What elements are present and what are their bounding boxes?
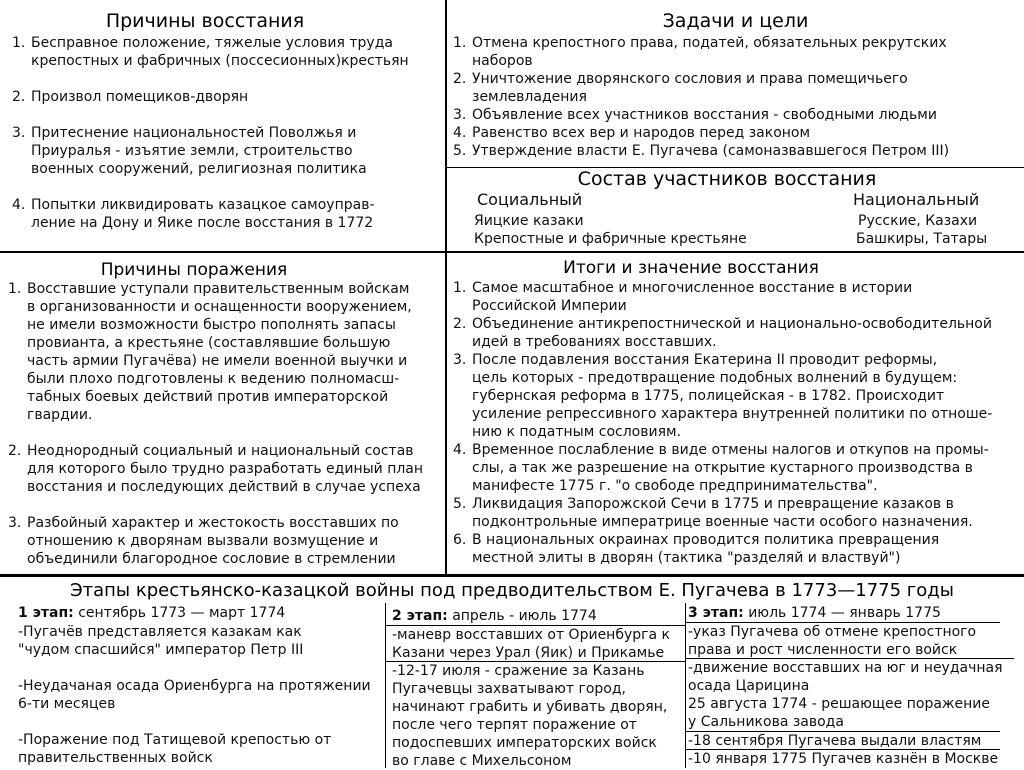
social-item: Крепостные и фабричные крестьяне — [474, 231, 747, 247]
cause-item — [12, 34, 442, 70]
cause-item — [12, 196, 442, 232]
stages-title: Этапы крестьянско-казацкой войны под предводительством Е. Пугачева в 1773—1775 годы — [70, 580, 954, 601]
result-item — [453, 351, 1021, 441]
goal-item — [453, 124, 1021, 142]
stage-3-event: -указ Пугачева об отмене крепостного права и рост численности его войск — [688, 624, 977, 658]
result-text: Объединение антикрепостнической и национально-освободительной идей в требованиях восставших. — [472, 316, 992, 350]
stage-3-label: 3 этап: — [688, 605, 744, 621]
goal-item — [453, 142, 1021, 160]
divider-stages-top — [0, 574, 1024, 577]
stage-3-dates: июль 1774 — январь 1775 — [743, 605, 941, 621]
result-item — [453, 441, 1021, 495]
cause-item — [12, 88, 442, 106]
stage-3-event: -движение восставших на юг и неудачная осада Царицина 25 августа 1774 - решающее поражение у Сальникова завода — [688, 660, 1003, 730]
cause-text: Произвол помещиков-дворян — [31, 89, 249, 105]
stage-1-event: -Пугачёв представляется казакам как "чудом спасшийся" император Петр III — [18, 624, 304, 658]
goal-text: Уничтожение дворянского сословия и права помещичьего землевладения — [472, 71, 908, 105]
causes-title: Причины восстания — [105, 10, 305, 32]
national-item: Русские, Казахи — [858, 213, 978, 229]
result-text: После подавления восстания Екатерина II проводит реформы, цель которых - предотвращение подобных волнений в будущем: губернская реформа в 1775, полицейская - в 1782. Происходит усиление репрессивного характера внутренней политики по отноше- нию к податным сословиям. — [472, 352, 993, 440]
result-item — [453, 315, 1021, 351]
goal-text: Утверждение власти Е. Пугачева (самоназвавшегося Петром III) — [472, 143, 950, 159]
cause-number: 3. — [12, 125, 26, 141]
result-number: 3. — [453, 352, 467, 368]
goal-text: Равенство всех вер и народов перед законом — [472, 125, 811, 141]
result-text: В национальных окраинах проводится политика превращения местной элиты в дворян (тактика "разделяй и властвуй") — [472, 532, 940, 566]
cause-item — [12, 124, 442, 178]
goal-number: 1. — [453, 35, 467, 51]
defeat-item — [8, 280, 444, 424]
stage-1-event: -Неудачаная осада Ориенбурга на протяжении 6-ти месяцев — [18, 678, 371, 712]
result-number: 2. — [453, 316, 467, 332]
defeat-number: 2. — [8, 443, 22, 459]
result-text: Временное послабление в виде отмены налогов и откупов на промы- слы, а так же разрешение на открытие кустарного производства в манифесте 1775 г. "о свободе предпринимательства". — [472, 442, 989, 494]
divider-stage-2-3 — [685, 603, 686, 768]
goal-item — [453, 34, 1021, 70]
cause-number: 4. — [12, 197, 26, 213]
social-item: Яицкие казаки — [474, 213, 584, 229]
goal-text: Отмена крепостного права, податей, обязательных рекрутских наборов — [472, 35, 947, 69]
goal-number: 4. — [453, 125, 467, 141]
goal-number: 2. — [453, 71, 467, 87]
stage-1-dates: сентябрь 1773 — март 1774 — [73, 605, 286, 621]
cause-number: 2. — [12, 89, 26, 105]
stage-3-event: -10 января 1775 Пугачев казнён в Москве — [688, 751, 999, 767]
result-item — [453, 495, 1021, 531]
goal-number: 5. — [453, 143, 467, 159]
result-number: 6. — [453, 532, 467, 548]
defeat-text: Неоднородный социальный и национальный состав для которого было трудно разработать единый план восстания и последующих действий в случае успеха — [27, 443, 424, 495]
stage-1-header — [18, 604, 285, 622]
stage-3-header — [688, 604, 941, 622]
goal-text: Объявление всех участников восстания - свободными людьми — [472, 107, 937, 123]
goal-item — [453, 106, 1021, 124]
result-item — [453, 279, 1021, 315]
participants-title: Состав участников восстания — [577, 168, 877, 190]
defeat-title: Причины поражения — [100, 260, 288, 280]
cause-number: 1. — [12, 35, 26, 51]
social-header: Социальный — [477, 190, 583, 209]
result-number: 5. — [453, 496, 467, 512]
divider-upper-horizontal — [0, 251, 1024, 253]
stage-2-header — [392, 607, 597, 625]
result-text: Самое масштабное и многочисленное восстание в истории Российской Империи — [472, 280, 913, 314]
defeat-number: 3. — [8, 515, 22, 531]
divider-top-vertical — [445, 0, 447, 575]
stage-1-label: 1 этап: — [18, 605, 74, 621]
result-item — [453, 531, 1021, 567]
cause-text: Бесправное положение, тяжелые условия труда крепостных и фабричных (поссесионных)крестьян — [31, 35, 409, 69]
goal-number: 3. — [453, 107, 467, 123]
stage-2-event: -маневр восставших от Ориенбурга к Казани через Урал (Яик) и Прикамье — [392, 627, 670, 661]
stage-2-dates: апрель - июль 1774 — [447, 608, 597, 624]
national-item: Башкиры, Татары — [856, 231, 988, 247]
defeat-item — [8, 442, 444, 496]
goal-item — [453, 70, 1021, 106]
national-header: Национальный — [853, 190, 980, 209]
stage-2-label: 2 этап: — [392, 608, 448, 624]
cause-text: Попытки ликвидировать казацкое самоуправ- ление на Дону и Яике после восстания в 1772 — [31, 197, 375, 231]
cause-text: Притеснение национальностей Поволжья и Приуралья - изъятие земли, строительство военных сооружений, религиозная политика — [31, 125, 367, 177]
defeat-text: Восставшие уступали правительственным войскам в организованности и оснащенности вооружением, не имели возможности быстро пополнять запасы провианта, а крестьяне (составлявшие большую часть армии Пугачёва) не имели военной выучки и были плохо подготовлены к ведению полномасш- табных боевых действий против императорской гвардии. — [27, 281, 412, 423]
result-number: 4. — [453, 442, 467, 458]
defeat-item — [8, 514, 444, 568]
defeat-text: Разбойный характер и жестокость восставших по отношению к дворянам вызвали возмущение и объединили благородное сословие в стремлении — [27, 515, 399, 567]
defeat-number: 1. — [8, 281, 22, 297]
goals-title: Задачи и цели — [662, 10, 809, 32]
stage-1-event: -Поражение под Татищевой крепостью от правительственных войск — [18, 732, 332, 766]
stage-2-event: -12-17 июля - сражение за Казань Пугачевцы захватывают город, начинают грабить и убивать дворян, после чего терпят поражение от подоспевших императорских войск во главе с Михельсоном — [392, 663, 668, 769]
result-number: 1. — [453, 280, 467, 296]
stage-3-event: -18 сентября Пугачева выдали властям — [688, 733, 982, 749]
results-title: Итоги и значение восстания — [563, 258, 819, 278]
result-text: Ликвидация Запорожской Сечи в 1775 и превращение казаков в подконтрольные императрице военные части особого назначения. — [472, 496, 973, 530]
